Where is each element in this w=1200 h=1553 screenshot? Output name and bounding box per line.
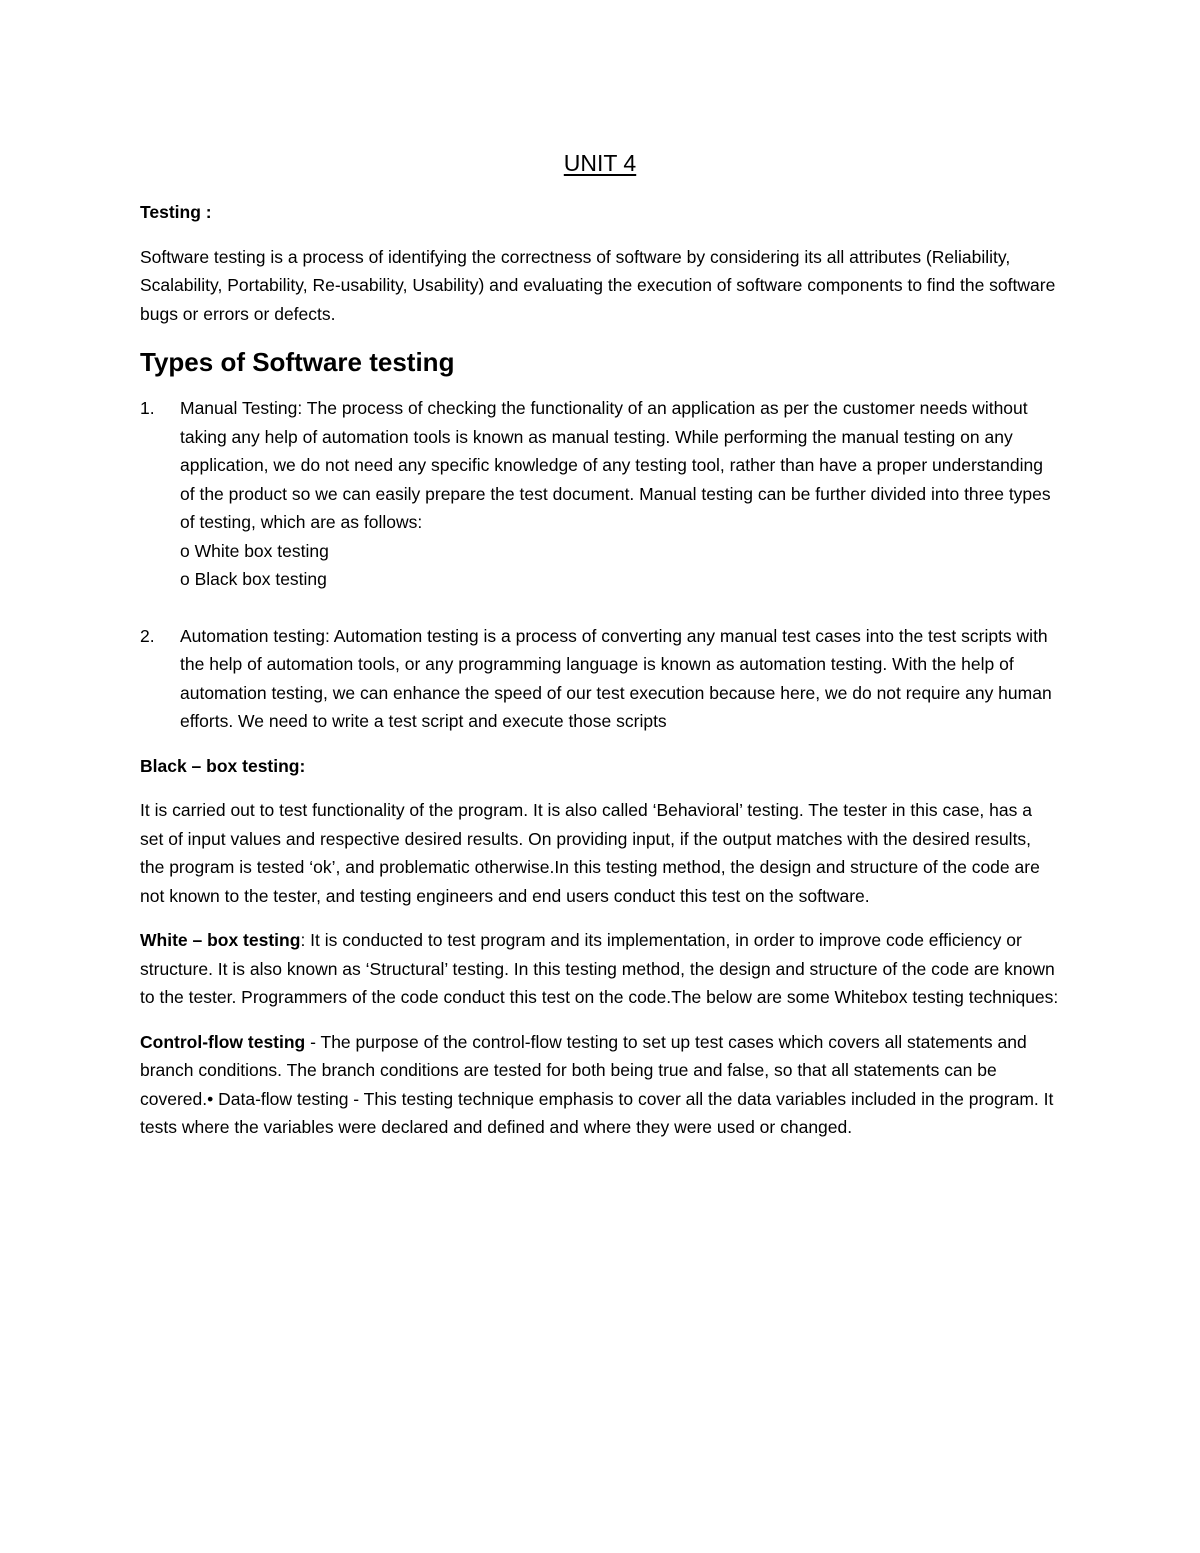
sub-item-white-box: o White box testing	[180, 540, 329, 561]
black-box-label-paragraph	[140, 752, 1060, 781]
list-item-text: Automation testing: Automation testing is a process of converting any manual test cases into the test scripts with the help of automation tools, or any programming language is known as automation testing. With the help of automation testing, we can enhance the speed of our test execution because here, we do not require any human efforts. We need to write a test script and execute those scripts	[180, 625, 1052, 731]
types-heading: Types of Software testing	[140, 347, 455, 377]
list-item-automation-testing	[140, 622, 1060, 736]
control-flow-paragraph	[140, 1028, 1060, 1142]
control-flow-body: - The purpose of the control-flow testing to set up test cases which covers all statements and branch conditions. The branch conditions are tested for both being true and false, so that all statements can be covered.• Data-flow testing - This testing technique emphasis to cover all the data variables included in the program. It tests where the variables were declared and defined and where they were used or changed.	[140, 1031, 1054, 1137]
list-item-number: 1.	[140, 398, 155, 418]
testing-label-paragraph	[140, 198, 1060, 227]
white-box-label: White – box testing	[140, 930, 301, 950]
testing-label: Testing :	[140, 202, 212, 222]
sub-item-black-box: o Black box testing	[180, 569, 327, 589]
intro-paragraph: Software testing is a process of identifying the correctness of software by considering its all attributes (Reliability, Scalability, Portability, Re-usability, Usability) and evaluating the execution of software components to find the software bugs or errors or defects.	[140, 246, 1056, 324]
unit-title: UNIT 4	[563, 150, 637, 176]
list-item-number: 2.	[140, 625, 155, 646]
types-list	[140, 394, 1060, 736]
black-box-label: Black – box testing:	[140, 755, 306, 776]
white-box-paragraph	[140, 926, 1060, 1012]
control-flow-label: Control-flow testing	[140, 1031, 306, 1052]
document-content	[140, 146, 1060, 1142]
list-item-manual-testing	[140, 394, 1060, 594]
list-item-text: Manual Testing: The process of checking the functionality of an application as per the customer needs without taking any help of automation tools is known as manual testing. While performing the manual testing on any application, we do not need any specific knowledge of any testing tool, rather than have a proper understanding of the product so we can easily prepare the test document. Manual testing can be further divided into three types of testing, which are as follows:	[180, 398, 1051, 532]
white-box-body: : It is conducted to test program and its implementation, in order to improve code efficiency or structure. It is also known as ‘Structural’ testing. In this testing method, the design and structure of the code are known to the tester. Programmers of the code conduct this test on the code.The below are some Whitebox testing techniques:	[140, 930, 1059, 1007]
black-box-paragraph: It is carried out to test functionality of the program. It is also called ‘Behavioral’ testing. The tester in this case, has a set of input values and respective desired results. On providing input, if the output matches with the desired results, the program is tested ‘ok’, and problematic otherwise.In this testing method, the design and structure of the code are not known to the tester, and testing engineers and end users conduct this test on the software.	[140, 800, 1040, 906]
